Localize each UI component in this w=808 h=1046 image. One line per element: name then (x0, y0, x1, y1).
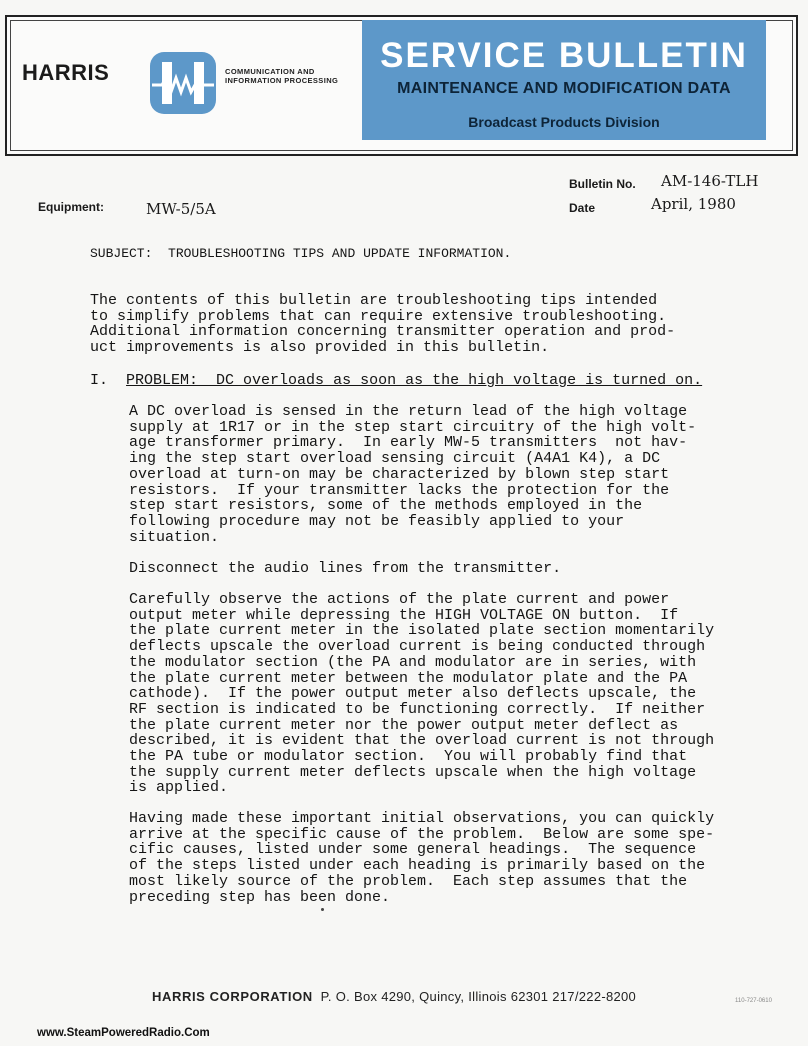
paragraph-line: deflects upscale the overload current is being conducted through (129, 638, 706, 656)
equipment-label: Equipment: (38, 200, 104, 214)
paragraph-line: Having made these important initial observations, you can quickly (129, 810, 715, 827)
equipment-value: MW-5/5A (146, 200, 216, 218)
intro-line: uct improvements is also provided in this bulletin. (90, 339, 550, 357)
section-heading (90, 373, 702, 389)
paragraph-line: resistors. If your transmitter lacks the protection for the (129, 481, 670, 499)
footer-corporation: HARRIS CORPORATION (152, 989, 313, 1004)
paragraph-line: the PA tube or modulator section. You will probably find that (129, 748, 688, 766)
paragraph-line: the plate current meter between the modulator plate and the PA (129, 669, 688, 687)
bulletin-number-label: Bulletin No. (569, 177, 636, 191)
intro-line: The contents of this bulletin are troubleshooting tips intended (90, 292, 658, 309)
tagline-line-1: COMMUNICATION AND (225, 67, 315, 76)
section-number: I. (90, 372, 109, 389)
paragraph-line: Carefully observe the actions of the plate current and power (129, 591, 670, 608)
paragraph-line: ing the step start overload sensing circuit (A4A1 K4), a DC (129, 450, 661, 468)
paragraph-line: the plate current meter nor the power output meter deflect as (129, 716, 679, 734)
paragraph-line: described, it is evident that the overload current is not through (129, 732, 715, 750)
body-paragraph-2 (129, 561, 561, 577)
paragraph-line: A DC overload is sensed in the return lead of the high voltage (129, 403, 688, 420)
division-name: Broadcast Products Division (468, 114, 660, 130)
section-problem-title: PROBLEM: DC overloads as soon as the high voltage is turned on. (126, 372, 703, 389)
website-watermark: www.SteamPoweredRadio.Com (37, 1027, 210, 1039)
service-bulletin-title: SERVICE BULLETIN (380, 36, 748, 75)
paragraph-line: of the steps listed under each heading is primarily based on the (129, 857, 706, 875)
subject-label: SUBJECT: (90, 246, 153, 261)
intro-line: to simplify problems that can require extensive troubleshooting. (90, 307, 667, 325)
body-paragraph-3 (129, 592, 714, 796)
paragraph-line: output meter while depressing the HIGH VOLTAGE ON button. If (129, 606, 679, 624)
paragraph-line: arrive at the specific cause of the problem. Below are some spe- (129, 825, 715, 843)
form-code: 110-727-0610 (735, 998, 772, 1004)
paragraph-line: RF section is indicated to be functioning correctly. If neither (129, 700, 706, 718)
paragraph-line: the plate current meter in the isolated plate section momentarily (129, 622, 715, 640)
intro-paragraph (90, 293, 675, 356)
bulletin-number-value: AM-146-TLH (661, 172, 759, 190)
subject-text: TROUBLESHOOTING TIPS AND UPDATE INFORMATION. (168, 246, 512, 261)
paragraph-line: the supply current meter deflects upscale when the high voltage (129, 763, 697, 781)
service-bulletin-panel (362, 20, 766, 140)
paragraph-line: overload at turn-on may be characterized by blown step start (129, 465, 670, 483)
paragraph-line: Disconnect the audio lines from the transmitter. (129, 560, 562, 577)
harris-logo-wordmark: HARRIS (22, 60, 110, 85)
paragraph-line: preceding step has been done. (129, 888, 391, 906)
paragraph-line: most likely source of the problem. Each step assumes that the (129, 872, 688, 890)
footer-address: P. O. Box 4290, Quincy, Illinois 62301 217/222-8200 (320, 989, 637, 1004)
body-paragraph-1 (129, 404, 696, 545)
paragraph-line: supply at 1R17 or in the step start circuitry of the high volt- (129, 418, 697, 436)
paragraph-line: cific causes, listed under some general headings. The sequence (129, 841, 697, 859)
date-label: Date (569, 201, 596, 215)
bulletin-subtitle: MAINTENANCE AND MODIFICATION DATA (397, 80, 731, 97)
subject-line (90, 246, 511, 261)
harris-logo-icon (148, 50, 218, 116)
paragraph-line: situation. (129, 528, 220, 546)
paragraph-line: cathode). If the power output meter also deflects upscale, the (129, 685, 697, 703)
footer-address-line (152, 989, 636, 1004)
paragraph-line: step start resistors, some of the methods employed in the (129, 497, 643, 515)
paragraph-line: following procedure may not be feasibly applied to your (129, 512, 625, 530)
date-value: April, 1980 (651, 195, 736, 213)
body-paragraph-4 (129, 811, 714, 905)
logo-tagline (225, 67, 338, 85)
paragraph-line: the modulator section (the PA and modulator are in series, with (129, 653, 697, 671)
stray-mark (321, 908, 324, 911)
intro-line: Additional information concerning transmitter operation and prod- (90, 323, 676, 341)
paragraph-line: age transformer primary. In early MW-5 transmitters not hav- (129, 434, 688, 452)
paragraph-line: is applied. (129, 779, 229, 797)
tagline-line-2: INFORMATION PROCESSING (225, 76, 339, 85)
